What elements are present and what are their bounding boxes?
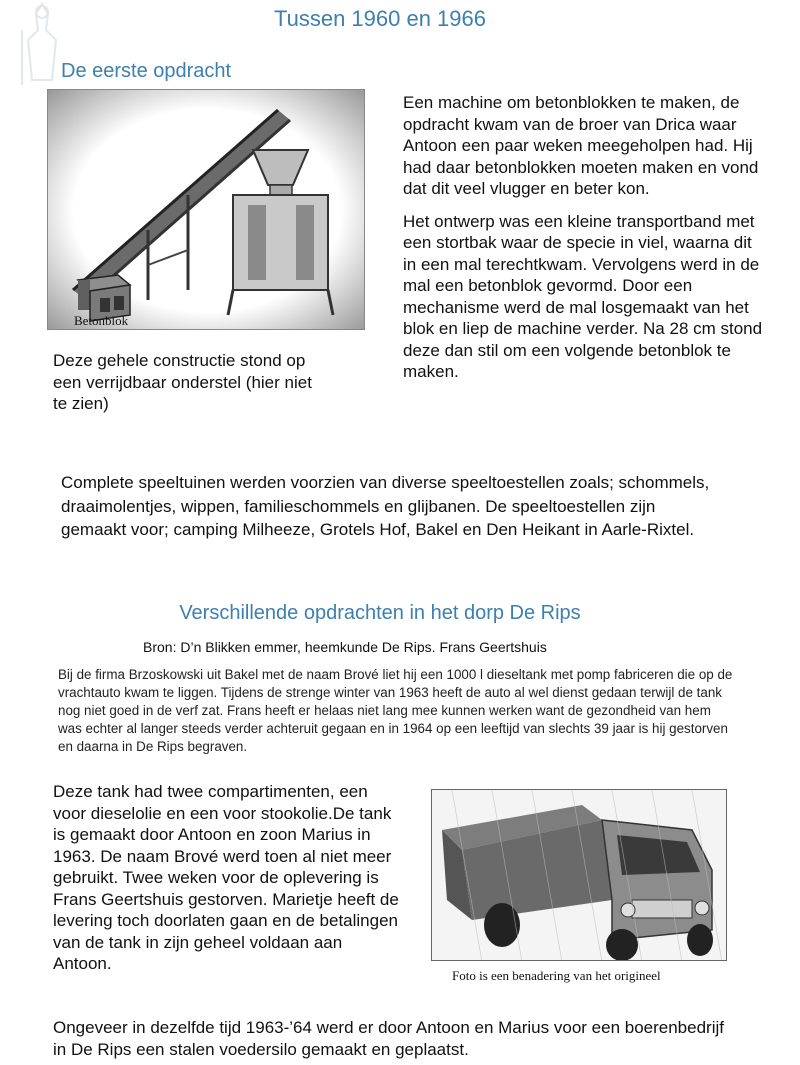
page-title: Tussen 1960 en 1966: [273, 6, 487, 31]
section-heading-first-assignment: De eerste opdracht: [61, 60, 232, 82]
concrete-machine-illustration: [48, 90, 365, 330]
paragraph-machine-design: Het ontwerp was een kleine transportband met een stortbak waar de specie in viel, waarna dit in een mal terechtkwam. Vervolgens werd in de mal een betonblok gevormd. Door een mechanisme werd de mal losgemaakt van het blok en liep de machine verder. Na 28 cm stond deze dan stil om een volgende betonblok te maken.: [403, 211, 763, 381]
tank-truck-photo: [431, 789, 727, 961]
paragraph-machine-origin: Een machine om betonblokken te maken, de opdracht kwam van de broer van Drica waar Antoon een paar weken meegeholpen had. Hij had daar betonblokken moeten maken en vond dat dit veel vlugger en beter kon.: [403, 93, 759, 198]
source-line: Bron: D’n Blikken emmer, heemkunde De Rips. Frans Geertshuis: [143, 639, 547, 655]
photo-caption-undercarriage: Deze gehele constructie stond op een verrijdbaar onderstel (hier niet te zien): [53, 351, 312, 413]
truck-photo-caption: Foto is een benadering van het origineel: [452, 968, 661, 983]
tank-paragraph: Deze tank had twee compartimenten, een voor dieselolie en een voor stookolie.De tank is gemaakt door Antoon en zoon Marius in 1963. De naam Brové werd toen al niet meer gebruikt. Twee weken voor de oplevering is Frans Geertshuis gestorven. Marietje heeft de levering toch doorlaten gaan en de betalingen van de tank in zijn geheel voldaan aan Antoon.: [53, 782, 399, 973]
quote-paragraph: Bij de firma Brzoskowski uit Bakel met de naam Brové liet hij een 1000 l dieseltank met pomp fabriceren die op de vrachtauto kwam te liggen. Tijdens de strenge winter van 1963 heeft de auto al wel dienst gedaan terwijl de tank nog niet goed in de verf zat. Frans heeft er helaas niet lang mee kunnen werken want de gezondheid van hem was echter al langer steeds verder achteruit gegaan en in 1964 op een leeftijd van slechts 39 jaar is hij gestorven en daarna in De Rips begraven.: [58, 667, 733, 754]
photo-label-betonblok: Betonblok: [74, 313, 129, 328]
section1-description: [403, 92, 768, 394]
section-heading-de-rips: Verschillende opdrachten in het dorp De Rips: [179, 602, 581, 624]
tank-truck-illustration: [432, 790, 727, 961]
footer-silo-paragraph: Ongeveer in dezelfde tijd 1963-’64 werd er door Antoon en Marius voor een boerenbedrijf in De Rips een stalen voedersilo gemaakt en geplaatst.: [53, 1018, 724, 1059]
concrete-machine-photo: [47, 89, 365, 330]
playgrounds-paragraph: Complete speeltuinen werden voorzien van diverse speeltoestellen zoals; schommels, draaimolentjes, wippen, familieschommels en glijbanen. De speeltoestellen zijn gemaakt voor; camping Milheeze, Grotels Hof, Bakel en Den Heikant in Aarle-Rixtel.: [61, 473, 710, 539]
